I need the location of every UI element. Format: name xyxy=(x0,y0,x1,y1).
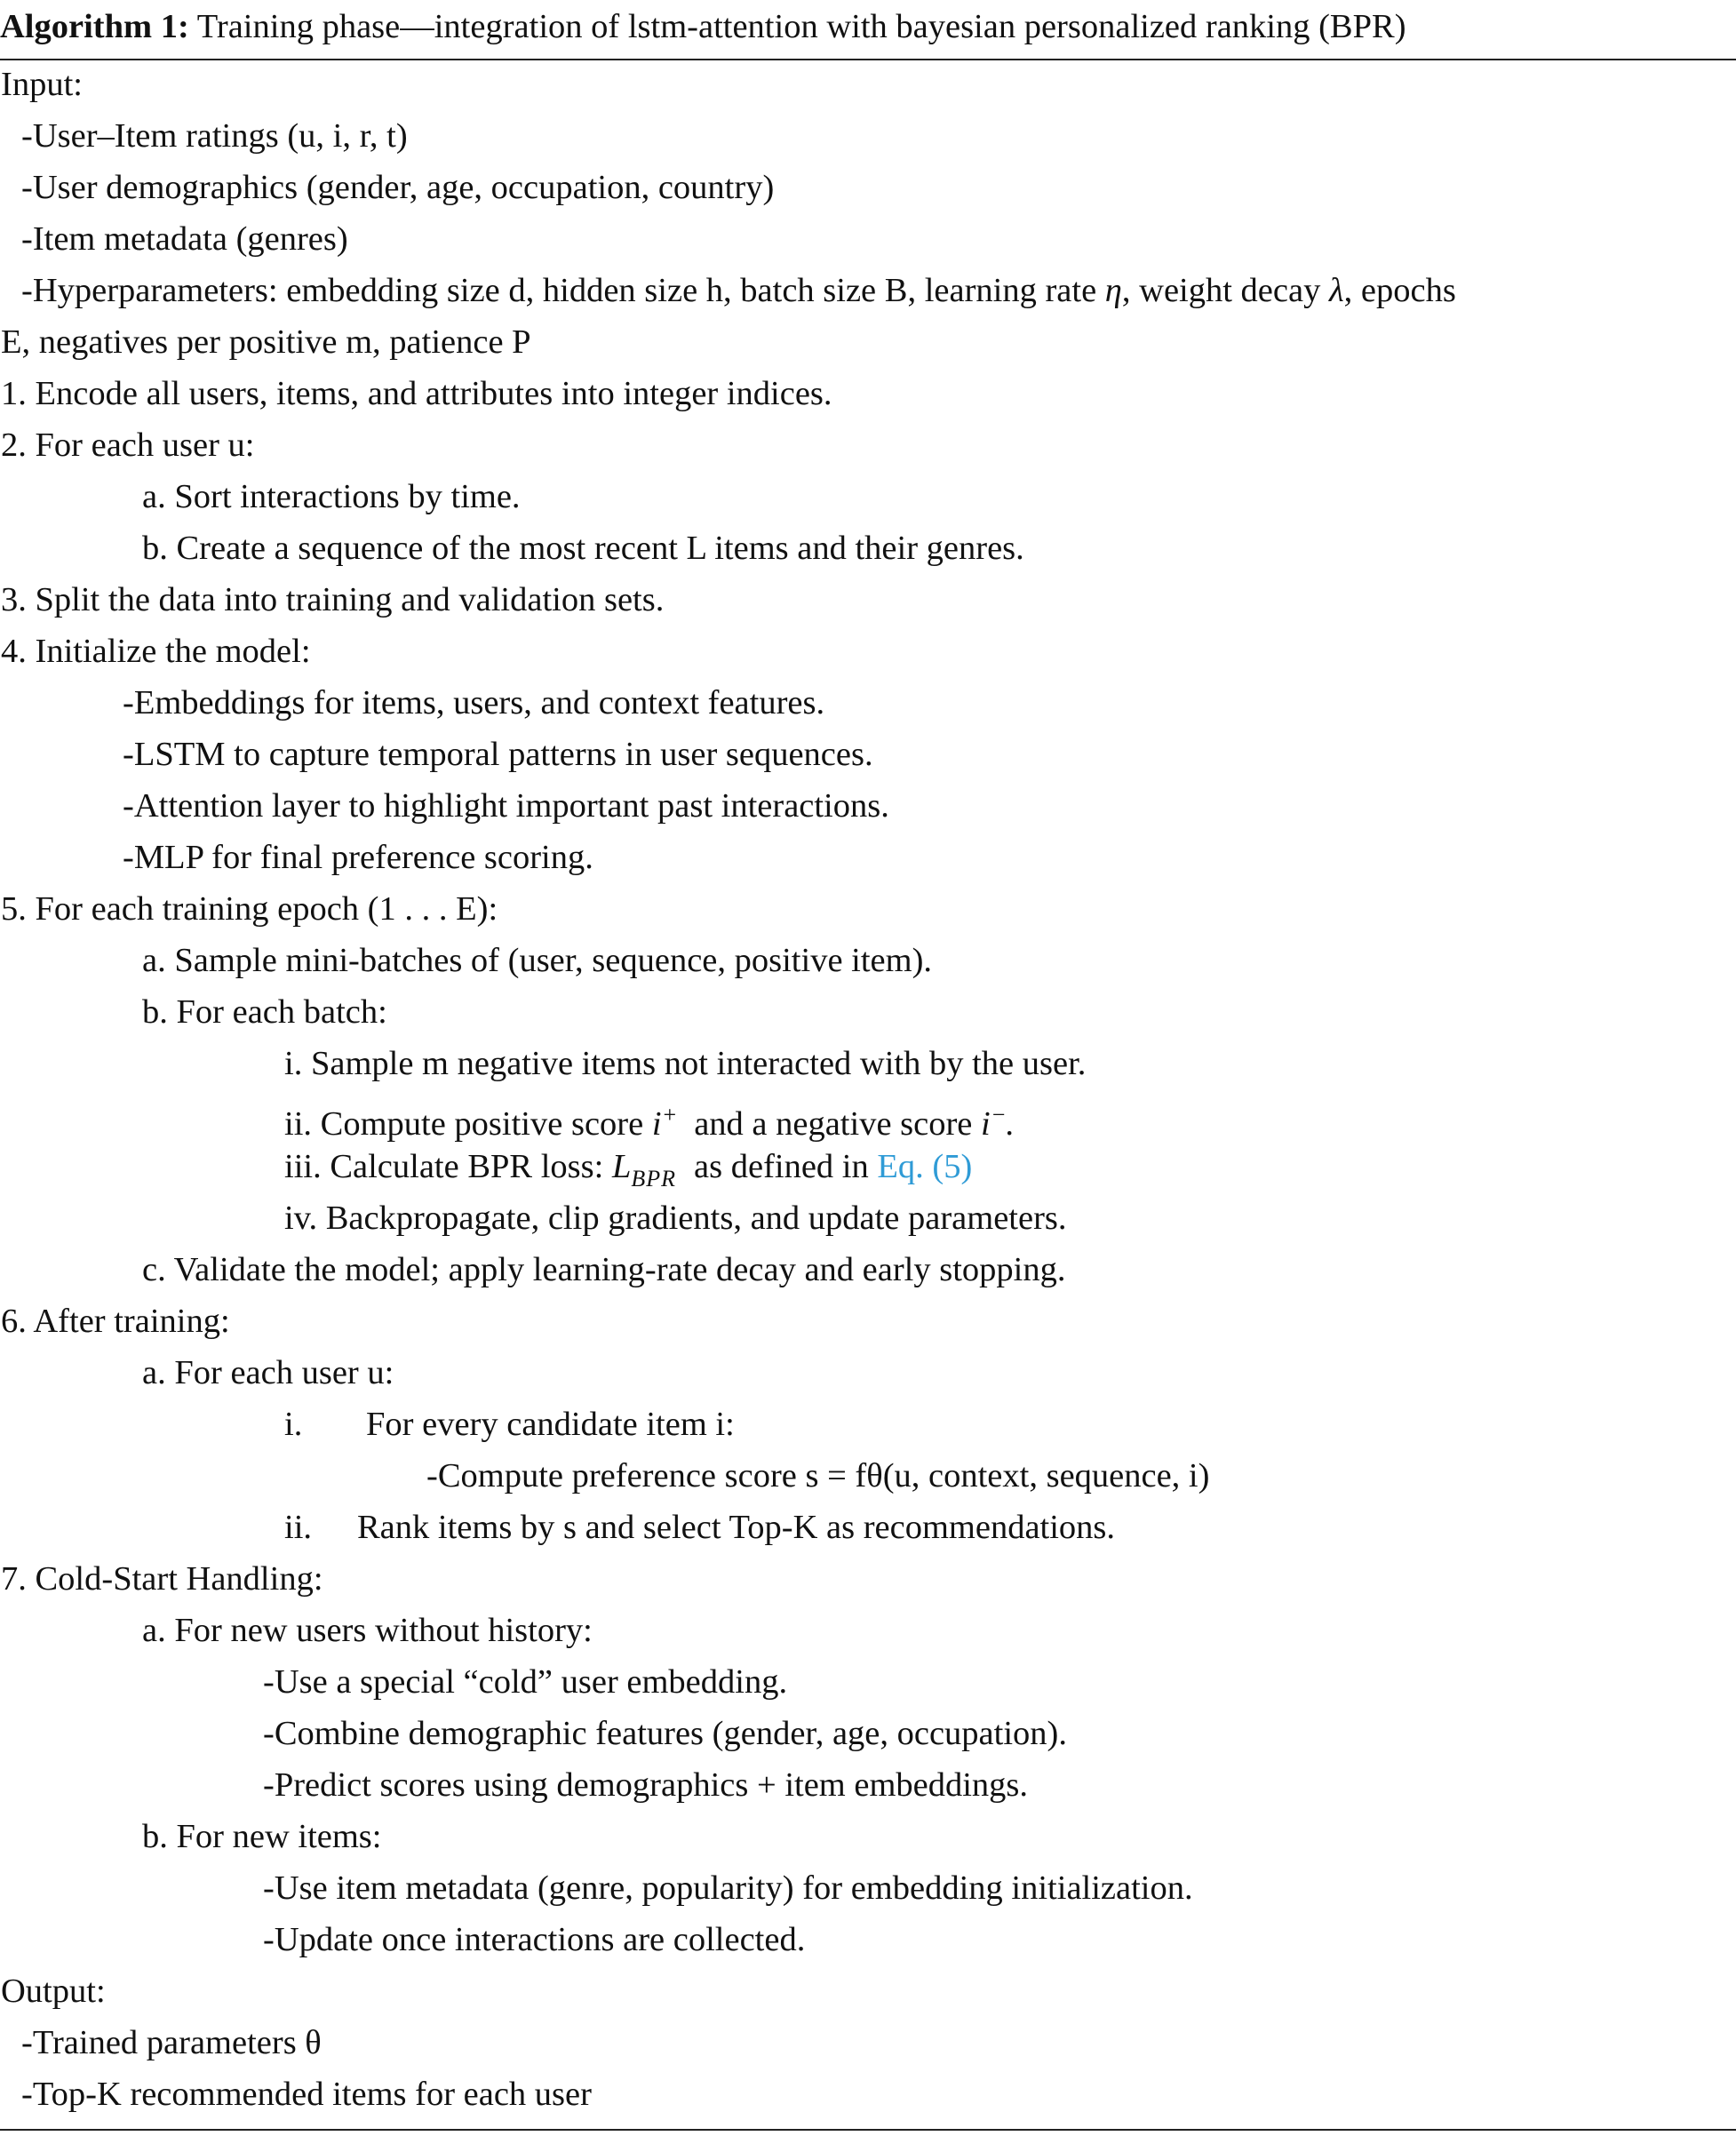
step-2: 2. For each user u: xyxy=(1,426,255,464)
step-7b-item: -Use item metadata (genre, popularity) for embedding initialization. xyxy=(263,1869,1193,1907)
step-2b: b. Create a sequence of the most recent L items and their genres. xyxy=(142,530,1024,567)
step-1: 1. Encode all users, items, and attributes into integer indices. xyxy=(1,375,832,412)
hyper-mid: , weight decay xyxy=(1121,272,1329,309)
algorithm-label: Algorithm 1: xyxy=(0,8,189,45)
input-header: Input: xyxy=(1,66,83,103)
step-3: 3. Split the data into training and validation sets. xyxy=(1,581,665,618)
step-6a-ii: Rank items by s and select Top-K as recommendations. xyxy=(357,1509,1116,1546)
step-5c: c. Validate the model; apply learning-rate decay and early stopping. xyxy=(142,1251,1066,1288)
step-5b-iii xyxy=(284,1146,972,1200)
step-6a-ii-label: ii. xyxy=(284,1509,313,1546)
negative-score-sup: − xyxy=(991,1102,1006,1128)
step-5b: b. For each batch: xyxy=(142,993,387,1031)
step-7a-item: -Combine demographic features (gender, age, occupation). xyxy=(263,1715,1067,1752)
loss-var: L xyxy=(611,1148,632,1185)
positive-score-var: i xyxy=(651,1105,662,1143)
algorithm-title xyxy=(0,4,1406,50)
step-7: 7. Cold-Start Handling: xyxy=(1,1560,323,1598)
step-4-item: -Embeddings for items, users, and context features. xyxy=(123,684,825,721)
step-4-item: -LSTM to capture temporal patterns in user sequences. xyxy=(123,736,873,773)
hyper-suffix: , epochs xyxy=(1343,272,1456,309)
step-5b-ii xyxy=(284,1095,1014,1144)
lambda-symbol: λ xyxy=(1328,272,1344,309)
step-7a: a. For new users without history: xyxy=(142,1612,593,1649)
step-5b-iii-prefix: iii. Calculate BPR loss: xyxy=(284,1148,612,1185)
step-5a: a. Sample mini-batches of (user, sequence, positive item). xyxy=(142,942,933,979)
step-7a-item: -Use a special “cold” user embedding. xyxy=(263,1663,788,1701)
step-5b-i: i. Sample m negative items not interacted with by the user. xyxy=(284,1045,1087,1082)
step-5b-ii-mid: and a negative score xyxy=(694,1105,982,1143)
output-header: Output: xyxy=(1,1973,106,2010)
title-rule xyxy=(0,59,1736,60)
input-hyperparameters xyxy=(21,270,1456,311)
step-7a-item: -Predict scores using demographics + item embeddings. xyxy=(263,1766,1029,1804)
step-7b: b. For new items: xyxy=(142,1818,382,1855)
step-4: 4. Initialize the model: xyxy=(1,633,311,670)
eta-symbol: η xyxy=(1104,272,1122,309)
bottom-rule xyxy=(0,2129,1736,2131)
hyper-prefix: -Hyperparameters: embedding size d, hidden size h, batch size B, learning rate xyxy=(21,272,1105,309)
step-2a: a. Sort interactions by time. xyxy=(142,478,521,515)
step-6a: a. For each user u: xyxy=(142,1354,394,1391)
step-5b-ii-end: . xyxy=(1005,1105,1015,1143)
step-6a-i-sub: -Compute preference score s = fθ(u, context, sequence, i) xyxy=(426,1457,1210,1494)
output-item: -Top-K recommended items for each user xyxy=(21,2076,592,2113)
output-item: -Trained parameters θ xyxy=(21,2024,322,2061)
equation-5-link[interactable]: Eq. (5) xyxy=(877,1148,973,1185)
loss-subscript: BPR xyxy=(631,1166,677,1192)
negative-score-var: i xyxy=(981,1105,991,1143)
step-4-item: -Attention layer to highlight important past interactions. xyxy=(123,787,889,825)
input-item: -User–Item ratings (u, i, r, t) xyxy=(21,117,408,155)
positive-score-sup: + xyxy=(663,1102,677,1128)
step-5b-ii-prefix: ii. Compute positive score xyxy=(284,1105,652,1143)
step-6a-i: For every candidate item i: xyxy=(366,1406,735,1443)
step-6: 6. After training: xyxy=(1,1303,230,1340)
step-6a-i-label: i. xyxy=(284,1406,303,1443)
step-7b-item: -Update once interactions are collected. xyxy=(263,1921,806,1958)
input-item: -User demographics (gender, age, occupation, country) xyxy=(21,169,775,206)
step-5b-iv: iv. Backpropagate, clip gradients, and update parameters. xyxy=(284,1200,1067,1237)
algorithm-title-text: Training phase—integration of lstm-attention with bayesian personalized ranking (BPR) xyxy=(196,8,1406,45)
input-item: -Item metadata (genres) xyxy=(21,220,348,258)
step-4-item: -MLP for final preference scoring. xyxy=(123,839,593,876)
input-hyperparameters-continued: E, negatives per positive m, patience P xyxy=(1,323,531,361)
step-5: 5. For each training epoch (1 . . . E): xyxy=(1,890,498,928)
step-5b-iii-mid: as defined in xyxy=(694,1148,878,1185)
